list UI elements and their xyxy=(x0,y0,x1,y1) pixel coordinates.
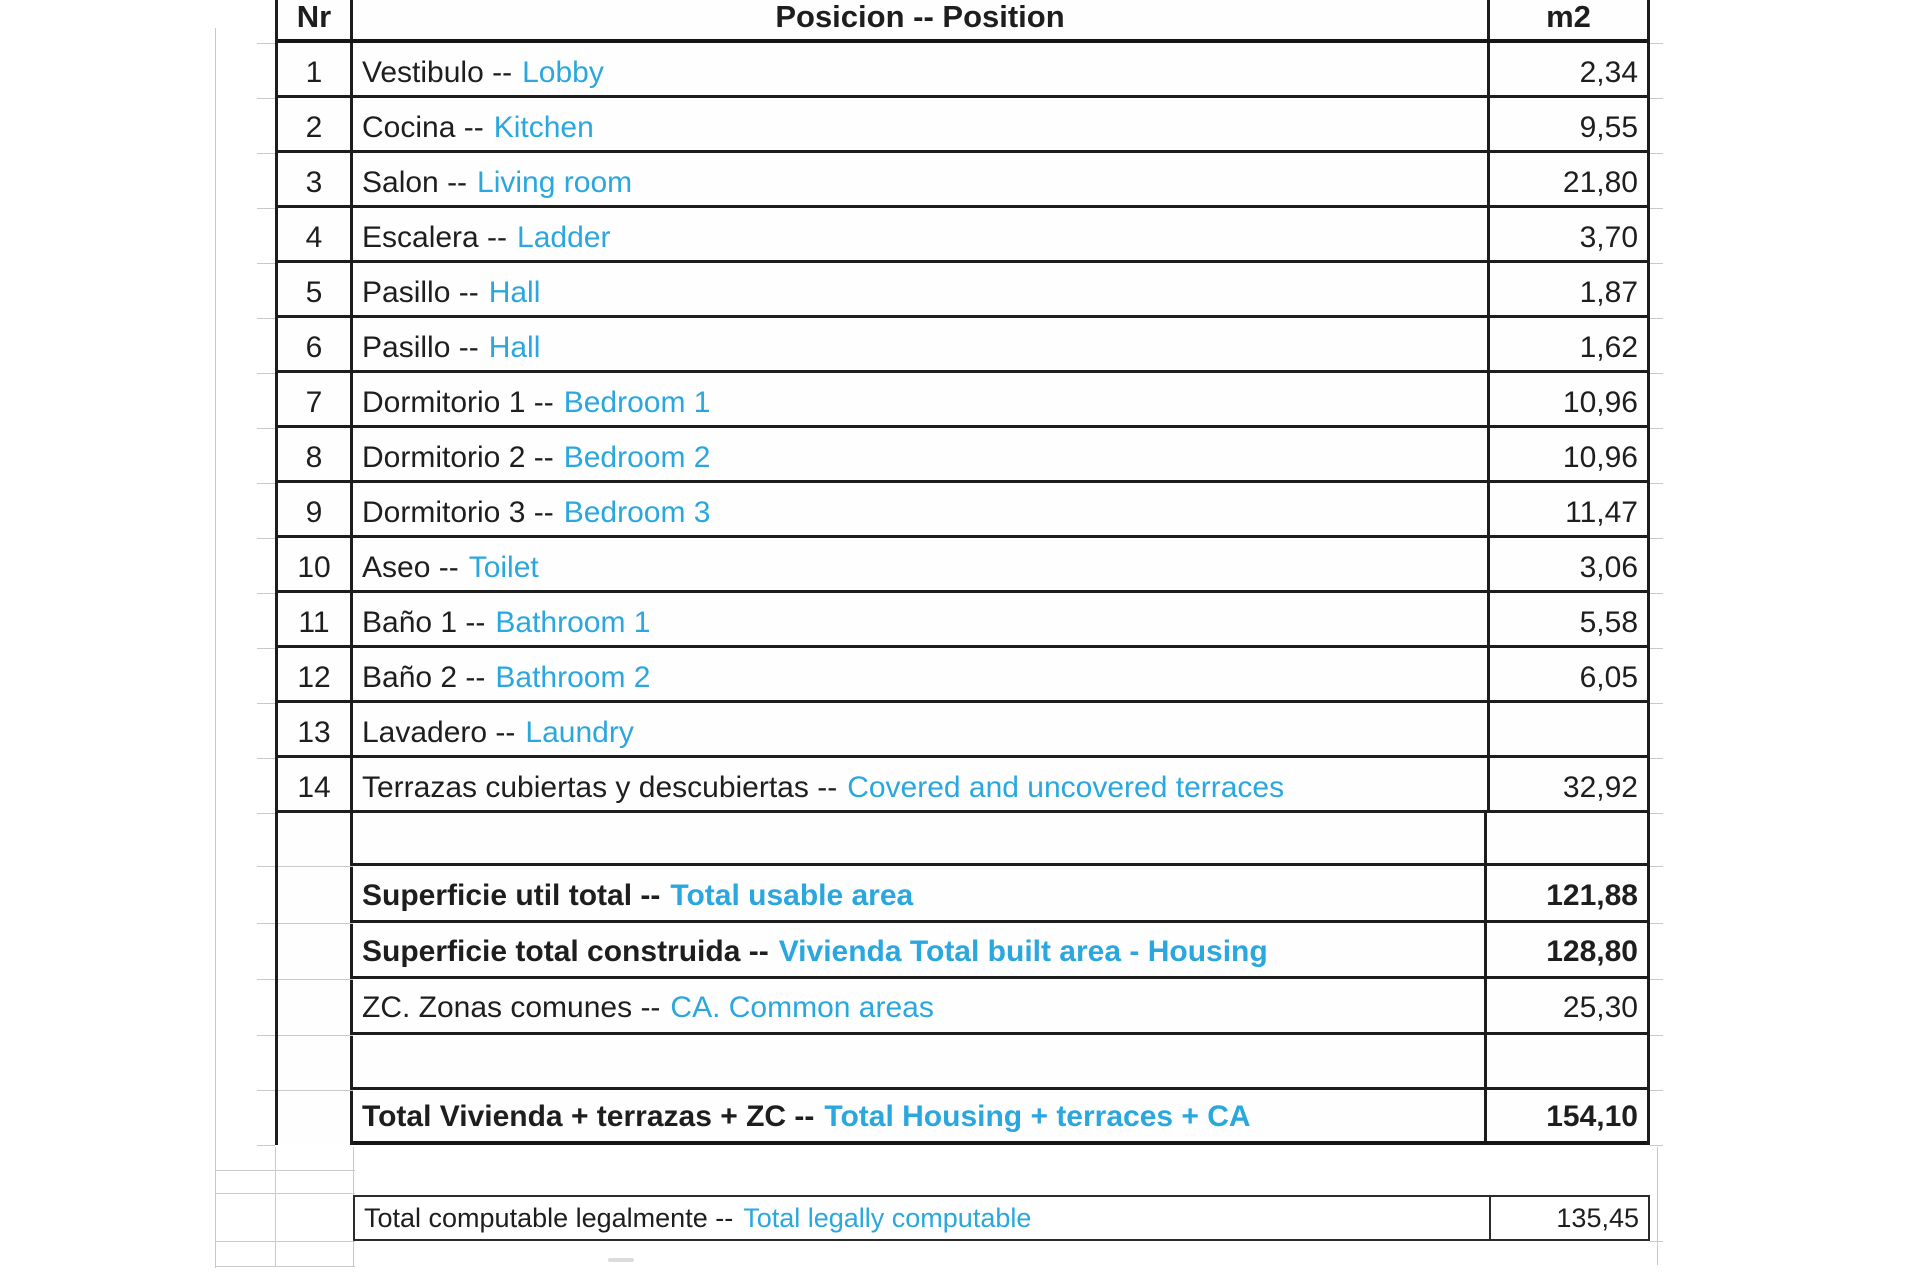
gridline xyxy=(1650,1090,1663,1091)
legal-total-value: 135,45 xyxy=(1556,1202,1639,1233)
gridline xyxy=(1650,318,1663,319)
gridline xyxy=(1650,153,1663,154)
row-number: 11 xyxy=(278,593,353,645)
gridline xyxy=(1650,1241,1663,1242)
area-value: 32,92 xyxy=(1562,770,1638,804)
gridline xyxy=(1650,813,1663,814)
gridline xyxy=(257,758,275,759)
room-name-en: Ladder xyxy=(517,220,611,254)
grand-total-label xyxy=(353,1090,1487,1141)
room-name-es: Dormitorio 3 -- xyxy=(362,495,554,529)
gridline xyxy=(1650,758,1663,759)
header-nr: Nr xyxy=(278,0,353,39)
table-row xyxy=(278,318,1647,373)
legal-total-es: Total computable legalmente -- xyxy=(364,1202,734,1233)
room-name-cell xyxy=(353,538,1490,590)
gridline xyxy=(257,1145,275,1146)
gridline xyxy=(275,1147,276,1267)
room-name-cell xyxy=(353,318,1490,370)
room-name-es: Aseo -- xyxy=(362,550,459,584)
header-position: Posicion -- Position xyxy=(353,0,1490,39)
total-label-en: CA. Common areas xyxy=(670,991,934,1024)
table-row xyxy=(278,758,1647,813)
area-value: 11,47 xyxy=(1565,495,1638,529)
table-row xyxy=(278,208,1647,263)
table-row xyxy=(278,593,1647,648)
table-header-row xyxy=(278,0,1647,43)
room-name-cell xyxy=(353,593,1490,645)
gridline xyxy=(1650,98,1663,99)
table-row xyxy=(278,153,1647,208)
row-number: 5 xyxy=(278,263,353,315)
gridline xyxy=(257,208,275,209)
total-label xyxy=(353,866,1487,920)
row-number: 3 xyxy=(278,153,353,205)
gridline xyxy=(215,1170,355,1171)
gridline xyxy=(257,648,275,649)
grand-total-value: 154,10 xyxy=(1546,1100,1638,1133)
total-value: 25,30 xyxy=(1562,991,1638,1024)
empty-cell xyxy=(1487,1035,1647,1087)
room-name-cell xyxy=(353,483,1490,535)
gridline xyxy=(257,813,275,814)
row-number: 12 xyxy=(278,648,353,700)
area-value: 6,05 xyxy=(1579,660,1638,694)
gridline xyxy=(257,1090,275,1091)
row-number: 1 xyxy=(278,43,353,95)
room-name-cell xyxy=(353,648,1490,700)
total-value: 128,80 xyxy=(1546,935,1638,968)
room-name-cell xyxy=(353,428,1490,480)
gridline xyxy=(257,538,275,539)
area-table xyxy=(275,0,1650,1145)
gridline xyxy=(215,1266,355,1267)
gridline xyxy=(1650,483,1663,484)
area-value: 9,55 xyxy=(1579,110,1638,144)
gridline xyxy=(1650,979,1663,980)
room-name-cell xyxy=(353,43,1490,95)
room-name-es: Cocina -- xyxy=(362,110,484,144)
total-label-en: Total usable area xyxy=(670,879,914,912)
gridline xyxy=(257,979,275,980)
grand-total-es: Total Vivienda + terrazas + ZC -- xyxy=(362,1100,815,1133)
gridline xyxy=(278,979,353,980)
gridline xyxy=(257,703,275,704)
table-row xyxy=(278,373,1647,428)
room-name-en: Bedroom 1 xyxy=(563,385,711,419)
gridline xyxy=(215,1241,355,1242)
row-number: 9 xyxy=(278,483,353,535)
room-name-en: Hall xyxy=(488,275,541,309)
room-name-es: Dormitorio 1 -- xyxy=(362,385,554,419)
legal-total-en: Total legally computable xyxy=(743,1202,1032,1233)
gridline xyxy=(257,153,275,154)
total-built-row xyxy=(353,923,1647,979)
room-name-cell xyxy=(353,703,1490,755)
room-name-es: Pasillo -- xyxy=(362,275,479,309)
room-name-en: Lobby xyxy=(522,55,604,89)
room-name-en: Bedroom 2 xyxy=(563,440,711,474)
table-row xyxy=(278,648,1647,703)
total-label-es: Superficie total construida -- xyxy=(362,935,769,968)
table-row xyxy=(278,483,1647,538)
room-name-en: Laundry xyxy=(525,715,634,749)
gridline xyxy=(278,923,353,924)
gridline xyxy=(1650,43,1663,44)
gridline xyxy=(1650,866,1663,867)
gridline xyxy=(1650,428,1663,429)
table-row xyxy=(278,43,1647,98)
gridline xyxy=(1650,923,1663,924)
gridline xyxy=(257,263,275,264)
area-value: 10,96 xyxy=(1562,440,1638,474)
row-number: 7 xyxy=(278,373,353,425)
area-value: 21,80 xyxy=(1562,165,1638,199)
room-name-en: Kitchen xyxy=(493,110,594,144)
total-usable-row xyxy=(353,866,1647,923)
gridline xyxy=(1650,593,1663,594)
empty-cell xyxy=(353,1035,1487,1087)
area-value: 10,96 xyxy=(1562,385,1638,419)
room-name-en: Bedroom 3 xyxy=(563,495,711,529)
gridline xyxy=(1657,1147,1658,1265)
room-name-es: Pasillo -- xyxy=(362,330,479,364)
room-name-en: Living room xyxy=(477,165,633,199)
room-name-cell xyxy=(353,208,1490,260)
area-value: 3,06 xyxy=(1579,550,1638,584)
total-label-en: Vivienda Total built area - Housing xyxy=(778,935,1268,968)
grand-total-en: Total Housing + terraces + CA xyxy=(824,1100,1251,1133)
empty-cell xyxy=(353,813,1487,863)
gridline xyxy=(257,373,275,374)
gridline xyxy=(1650,648,1663,649)
total-label xyxy=(353,979,1487,1032)
table-row xyxy=(278,98,1647,153)
gridline xyxy=(215,1193,355,1194)
table-row xyxy=(278,263,1647,318)
room-name-es: Salon -- xyxy=(362,165,468,199)
area-value: 3,70 xyxy=(1579,220,1638,254)
gridline xyxy=(1650,703,1663,704)
total-value: 121,88 xyxy=(1546,879,1638,912)
area-value xyxy=(1490,703,1647,755)
totals-block xyxy=(278,813,1647,1145)
area-value: 5,58 xyxy=(1579,605,1638,639)
empty-row xyxy=(353,1035,1647,1090)
gridline xyxy=(278,1090,353,1091)
gridline xyxy=(257,1035,275,1036)
room-name-cell xyxy=(353,153,1490,205)
gridline xyxy=(215,28,216,1268)
room-name-cell xyxy=(353,98,1490,150)
row-number: 6 xyxy=(278,318,353,370)
grand-total-row xyxy=(353,1090,1647,1145)
gridline xyxy=(257,593,275,594)
gridline xyxy=(1650,263,1663,264)
room-name-es: Lavadero -- xyxy=(362,715,516,749)
gridline xyxy=(1650,538,1663,539)
room-name-en: Covered and uncovered terraces xyxy=(847,770,1285,804)
total-label-es: Superficie util total -- xyxy=(362,879,661,912)
gridline xyxy=(1650,208,1663,209)
area-value: 1,62 xyxy=(1579,330,1638,364)
total-label xyxy=(353,923,1487,976)
legal-total-row xyxy=(353,1195,1650,1241)
gridline xyxy=(1650,373,1663,374)
room-name-en: Hall xyxy=(488,330,541,364)
room-name-en: Bathroom 2 xyxy=(495,660,651,694)
room-name-cell xyxy=(353,263,1490,315)
row-number: 2 xyxy=(278,98,353,150)
gridline xyxy=(1650,1145,1663,1146)
gridline xyxy=(257,318,275,319)
room-name-es: Dormitorio 2 -- xyxy=(362,440,554,474)
merged-empty-nr-cell xyxy=(278,813,353,1145)
total-label-es: ZC. Zonas comunes -- xyxy=(362,991,661,1024)
gridline xyxy=(257,923,275,924)
room-name-es: Baño 1 -- xyxy=(362,605,486,639)
empty-row xyxy=(353,813,1647,866)
area-value: 1,87 xyxy=(1579,275,1638,309)
room-name-es: Baño 2 -- xyxy=(362,660,486,694)
legal-total-label xyxy=(355,1197,1491,1239)
room-name-es: Vestibulo -- xyxy=(362,55,513,89)
gridline xyxy=(257,866,275,867)
room-name-cell xyxy=(353,373,1490,425)
room-name-cell xyxy=(353,758,1490,810)
room-name-es: Terrazas cubiertas y descubiertas -- xyxy=(362,770,838,804)
area-value: 2,34 xyxy=(1579,55,1638,89)
row-number: 13 xyxy=(278,703,353,755)
gridline xyxy=(257,43,275,44)
common-areas-row xyxy=(353,979,1647,1035)
gridline xyxy=(278,866,353,867)
gridline xyxy=(278,1035,353,1036)
gridline xyxy=(257,428,275,429)
row-number: 4 xyxy=(278,208,353,260)
header-m2: m2 xyxy=(1546,0,1591,35)
room-name-en: Bathroom 1 xyxy=(495,605,651,639)
row-number: 10 xyxy=(278,538,353,590)
gridline xyxy=(1650,1035,1663,1036)
room-name-en: Toilet xyxy=(468,550,539,584)
gridline xyxy=(257,483,275,484)
table-row xyxy=(278,703,1647,758)
room-name-es: Escalera -- xyxy=(362,220,508,254)
totals-rows xyxy=(353,813,1647,1145)
gridline xyxy=(257,98,275,99)
empty-cell xyxy=(1487,813,1647,863)
artifact-smudge xyxy=(608,1258,634,1262)
row-number: 14 xyxy=(278,758,353,810)
table-row xyxy=(278,538,1647,593)
table-row xyxy=(278,428,1647,483)
row-number: 8 xyxy=(278,428,353,480)
